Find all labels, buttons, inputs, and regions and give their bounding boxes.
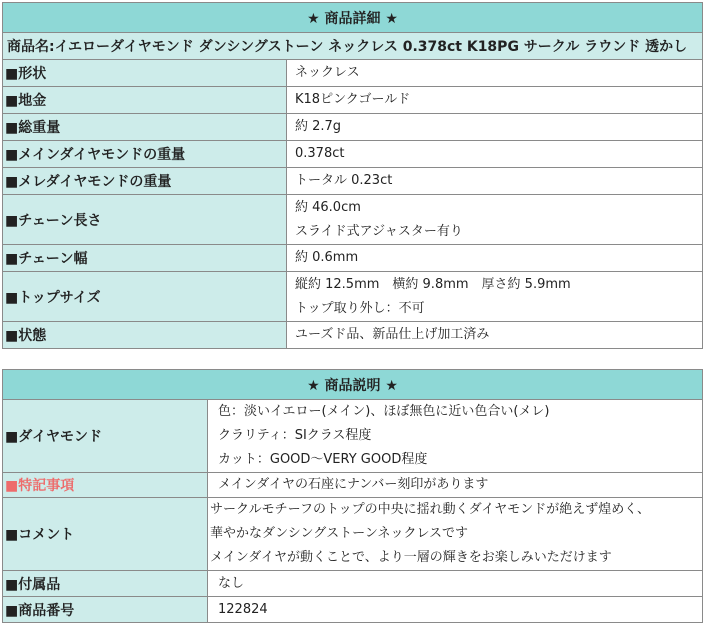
row-label-condition: ■状態 — [3, 322, 287, 349]
row-label-chain-length: ■チェーン長さ — [3, 195, 287, 245]
row-value-total-weight: 約 2.7g — [287, 114, 703, 141]
product-details-table — [2, 2, 703, 349]
row-label-comment: ■コメント — [3, 498, 208, 571]
row-label-metal: ■地金 — [3, 87, 287, 114]
row-value-melee-diamond-weight: トータル 0.23ct — [287, 168, 703, 195]
product-description-table — [2, 369, 703, 623]
row-value-diamond: 色：淡いイエロー(メイン)、ほぼ無色に近い色合い(メレ) クラリティ：SIクラス程度 カット：GOOD〜VERY GOOD程度 — [208, 400, 703, 473]
row-value-top-size: 縦約 12.5mm 横約 9.8mm 厚さ約 5.9mm トップ取り外し：不可 — [287, 272, 703, 322]
row-value-metal: K18ピンクゴールド — [287, 87, 703, 114]
row-label-accessories: ■付属品 — [3, 571, 208, 597]
row-value-comment: サークルモチーフのトップの中央に揺れ動くダイヤモンドが絶えず煌めく、 華やかなダンシングストーンネックレスです メインダイヤが動くことで、より一層の輝きをお楽しみいただけます — [208, 498, 703, 571]
description-header: ★ 商品説明 ★ — [3, 370, 703, 400]
row-value-condition: ユーズド品、新品仕上げ加工済み — [287, 322, 703, 349]
row-label-product-number: ■商品番号 — [3, 597, 208, 623]
row-value-chain-width: 約 0.6mm — [287, 245, 703, 272]
row-label-diamond: ■ダイヤモンド — [3, 400, 208, 473]
details-header: ★ 商品詳細 ★ — [3, 3, 703, 33]
row-label-melee-diamond-weight: ■メレダイヤモンドの重量 — [3, 168, 287, 195]
row-value-chain-length: 約 46.0cm スライド式アジャスター有り — [287, 195, 703, 245]
row-value-accessories: なし — [208, 571, 703, 597]
row-label-chain-width: ■チェーン幅 — [3, 245, 287, 272]
row-label-main-diamond-weight: ■メインダイヤモンドの重量 — [3, 141, 287, 168]
row-value-special-notes: メインダイヤの石座にナンバー刻印があります — [208, 473, 703, 498]
row-value-shape: ネックレス — [287, 60, 703, 87]
row-label-total-weight: ■総重量 — [3, 114, 287, 141]
row-value-main-diamond-weight: 0.378ct — [287, 141, 703, 168]
row-label-top-size: ■トップサイズ — [3, 272, 287, 322]
row-value-product-number: 122824 — [208, 597, 703, 623]
row-label-special-notes: ■特記事項 — [3, 473, 208, 498]
product-name: 商品名:イエローダイヤモンド ダンシングストーン ネックレス 0.378ct K18PG サークル ラウンド 透かし — [3, 33, 703, 60]
row-label-shape: ■形状 — [3, 60, 287, 87]
